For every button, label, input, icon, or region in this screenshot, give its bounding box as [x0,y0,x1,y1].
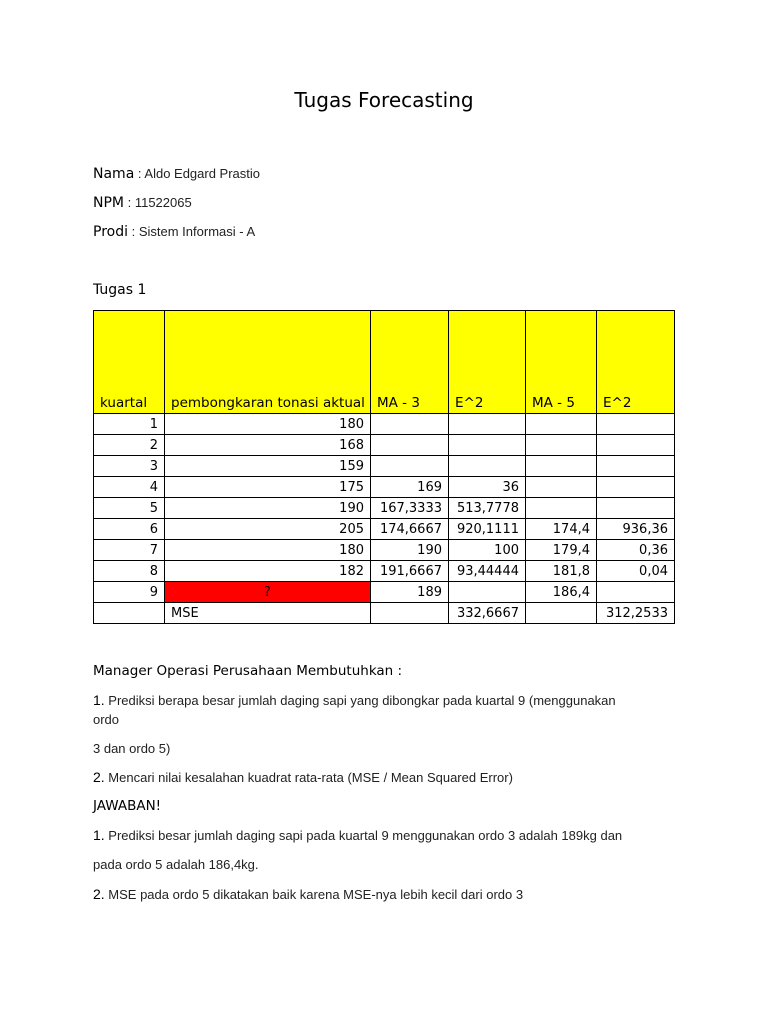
nama-value: : Aldo Edgard Prastio [134,166,261,181]
student-prodi-line [93,224,255,240]
answer-2-number: 2. [93,886,105,902]
table-cell: 205 [165,519,371,540]
header-e2-ma3: E^2 [449,311,526,414]
table-cell: 180 [165,540,371,561]
question-2-number: 2. [93,769,105,785]
table-cell: 5 [94,498,165,519]
table-cell: 174,4 [526,519,597,540]
student-name-line [93,166,260,182]
table-cell: 0,36 [597,540,675,561]
table-cell: 190 [165,498,371,519]
unknown-value-cell: ? [165,582,371,603]
section-title: Tugas 1 [93,282,147,298]
table-header-row [94,311,675,414]
table-cell [526,414,597,435]
table-cell: 182 [165,561,371,582]
table-cell [597,435,675,456]
answer-1 [93,827,622,843]
table-cell: 513,7778 [449,498,526,519]
mse-ma3: 332,6667 [449,603,526,624]
table-cell [597,498,675,519]
table-cell [526,498,597,519]
table-cell: 8 [94,561,165,582]
mse-label: MSE [165,603,371,624]
answer-1-number: 1. [93,827,105,843]
question-1-line2: 3 dan ordo 5) [93,741,171,756]
forecast-table [93,310,675,624]
table-cell [371,603,449,624]
question-1-number: 1. [93,692,105,708]
table-row-forecast [94,582,675,603]
table-cell: 189 [371,582,449,603]
table-cell [449,582,526,603]
table-cell: 7 [94,540,165,561]
table-cell: 4 [94,477,165,498]
table-cell: 181,8 [526,561,597,582]
table-cell: 174,6667 [371,519,449,540]
table-cell [371,456,449,477]
answer-1-line2: pada ordo 5 adalah 186,4kg. [93,857,259,872]
table-cell [597,414,675,435]
header-ma3: MA - 3 [371,311,449,414]
question-1-cont: ordo [93,712,120,727]
table-cell [526,456,597,477]
answer-2 [93,886,523,902]
table-cell [526,603,597,624]
table-cell [449,414,526,435]
table-row [94,435,675,456]
question-2 [93,769,513,785]
table-cell [94,603,165,624]
nama-label: Nama [93,166,135,182]
table-cell: 3 [94,456,165,477]
table-cell: 186,4 [526,582,597,603]
header-e2-ma5: E^2 [597,311,675,414]
answer-2-text: MSE pada ordo 5 dikatakan baik karena MSE-nya lebih kecil dari ordo 3 [104,887,524,902]
table-cell: 936,36 [597,519,675,540]
table-row [94,414,675,435]
answers-heading: JAWABAN! [93,798,162,814]
header-tonasi: pembongkaran tonasi aktual [165,311,371,414]
table-row [94,477,675,498]
table-cell: 93,44444 [449,561,526,582]
table-cell [597,456,675,477]
table-cell: 191,6667 [371,561,449,582]
table-cell: 190 [371,540,449,561]
npm-value: : 11522065 [124,195,192,210]
table-cell [526,435,597,456]
table-cell: 179,4 [526,540,597,561]
table-cell: 2 [94,435,165,456]
question-2-text: Mencari nilai kesalahan kuadrat rata-rata (MSE / Mean Squared Error) [104,770,513,785]
table-cell: 180 [165,414,371,435]
header-kuartal: kuartal [94,311,165,414]
answer-1-text: Prediksi besar jumlah daging sapi pada kuartal 9 menggunakan ordo 3 adalah 189kg dan [104,828,623,843]
table-cell [449,435,526,456]
prodi-value: : Sistem Informasi - A [128,224,256,239]
table-row [94,519,675,540]
student-npm-line [93,195,192,211]
table-cell: 9 [94,582,165,603]
table-cell: 920,1111 [449,519,526,540]
table-cell: 0,04 [597,561,675,582]
table-row [94,456,675,477]
table-cell [449,456,526,477]
table-row [94,561,675,582]
prodi-label: Prodi [93,224,128,240]
table-cell: 6 [94,519,165,540]
table-cell: 36 [449,477,526,498]
mse-ma5: 312,2533 [597,603,675,624]
questions-heading: Manager Operasi Perusahaan Membutuhkan : [93,663,403,679]
table-cell [597,477,675,498]
table-cell: 168 [165,435,371,456]
table-cell: 167,3333 [371,498,449,519]
table-cell: 100 [449,540,526,561]
document-title: Tugas Forecasting [294,88,474,112]
table-row-mse [94,603,675,624]
question-1-text: Prediksi berapa besar jumlah daging sapi yang dibongkar pada kuartal 9 (menggunakan [104,693,616,708]
table-cell: 169 [371,477,449,498]
header-ma5: MA - 5 [526,311,597,414]
question-1 [93,692,616,708]
table-cell: 1 [94,414,165,435]
npm-label: NPM [93,195,124,211]
table-cell [371,435,449,456]
table-cell: 159 [165,456,371,477]
table-cell [371,414,449,435]
table-row [94,540,675,561]
table-row [94,498,675,519]
table-cell: 175 [165,477,371,498]
table-cell [526,477,597,498]
table-cell [597,582,675,603]
